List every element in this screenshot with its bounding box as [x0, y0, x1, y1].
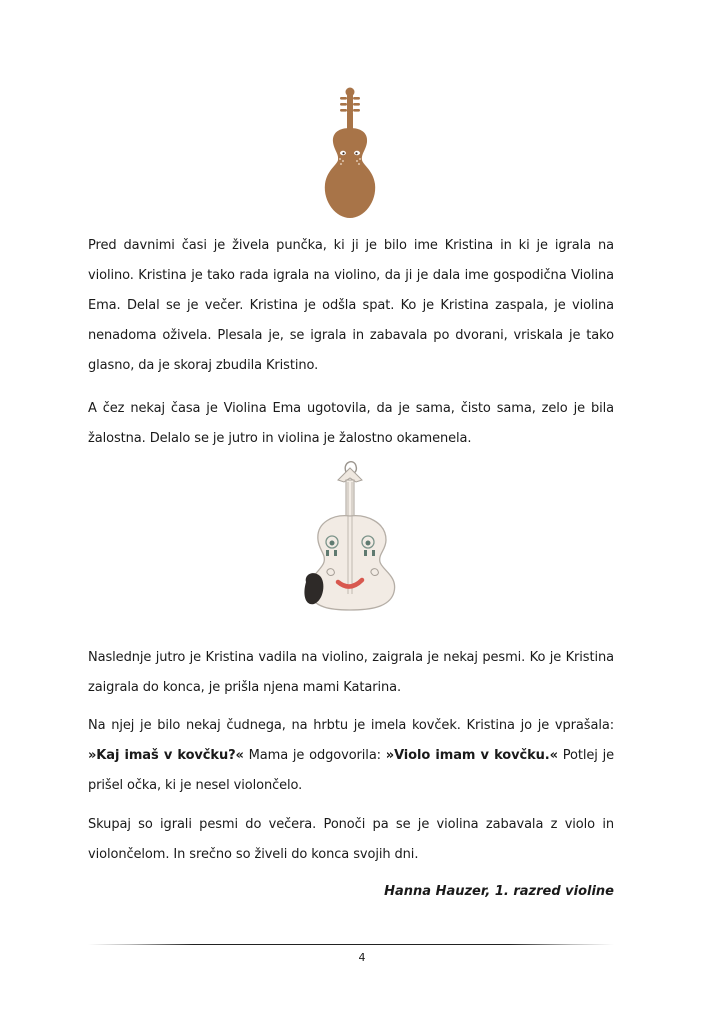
paragraph-segment: Na njej je bilo nekaj čudnega, na hrbtu je imela kovček. Kristina jo je vprašala: [88, 718, 614, 733]
story-paragraph-1 [88, 231, 614, 381]
author-signature: Hanna Hauzer, 1. razred violine [384, 884, 614, 899]
story-paragraph-5 [88, 810, 614, 870]
quote-bold: »Kaj imaš v kovčku?« [88, 748, 244, 763]
paragraph-text: Skupaj so igrali pesmi do večera. Ponoči pa se je violina zabavala z violo in violončelom. In srečno so živeli do konca svojih dni. [88, 817, 614, 862]
paragraph-segment: Potlej je prišel očka, ki je nesel violončelo. [88, 748, 615, 793]
paragraph-text: Naslednje jutro je Kristina vadila na violino, zaigrala je nekaj pesmi. Ko je Kristina zaigrala do konca, je prišla njena mami Katarina. [88, 650, 614, 695]
footer-divider [88, 944, 614, 945]
paragraph-text [88, 711, 614, 801]
story-paragraph-2 [88, 394, 614, 454]
child-drawing-illustration [298, 458, 410, 614]
paragraph-segment: Mama je odgovorila: [243, 748, 386, 763]
quote-bold: »Violo imam v kovčku.« [385, 748, 558, 763]
paragraph-text: Pred davnimi časi je živela punčka, ki ji je bilo ime Kristina in ki je igrala na violino. Kristina je tako rada igrala na violino, da ji je dala ime gospodična Violina Ema. Delal se je večer. Kristina je odšla spat. Ko je Kristina zaspala, je violina nenadoma oživela. Plesala je, se igrala in zabavala po dvorani, vriskala je tako glasno, da je skoraj zbudila Kristino. [88, 238, 614, 373]
paragraph-text: A čez nekaj časa je Violina Ema ugotovila, da je sama, čisto sama, zelo je bila žalostna. Delalo se je jutro in violina je žalostno okamenela. [88, 401, 614, 446]
story-paragraph-4 [88, 711, 614, 801]
page-number: 4 [358, 951, 366, 964]
violin-illustration [318, 84, 382, 222]
story-paragraph-3 [88, 643, 614, 703]
